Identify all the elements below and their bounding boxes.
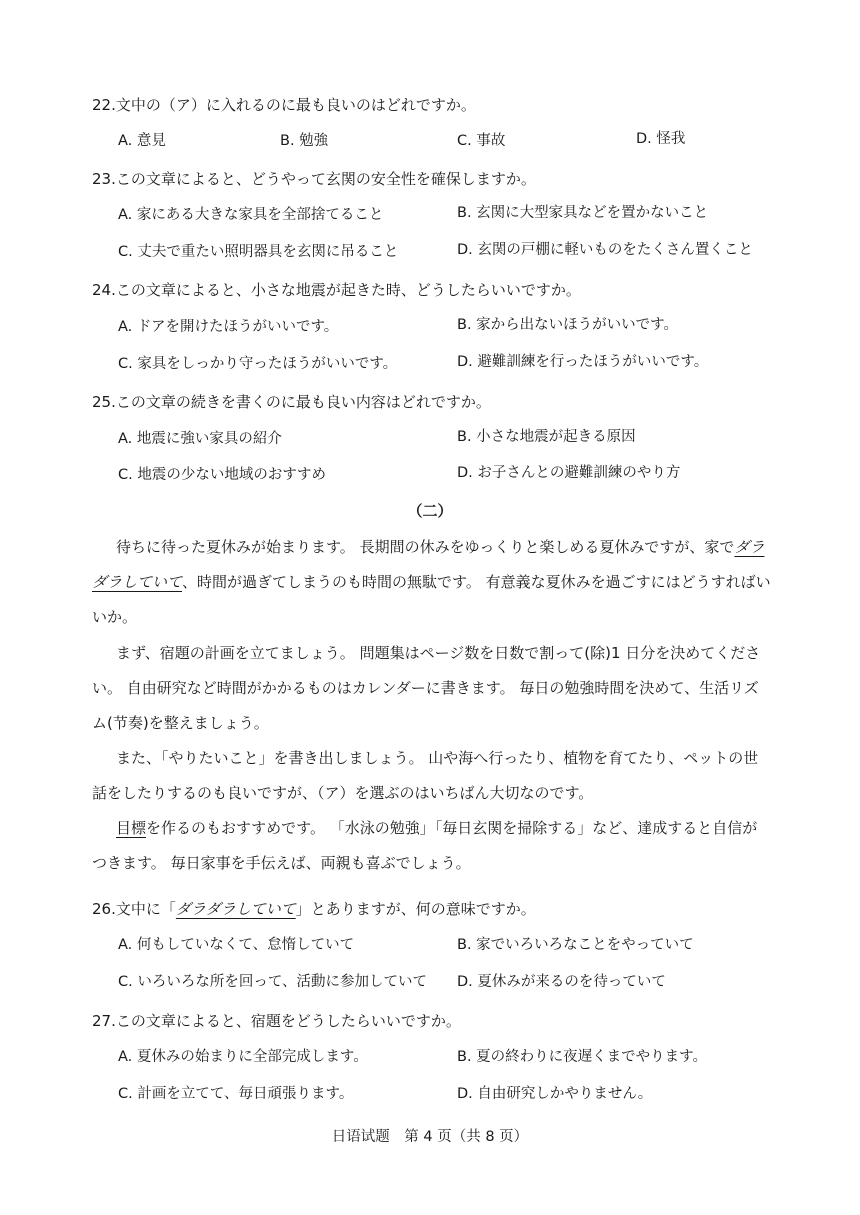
option-d: D. 夏休みが来るのを待っていて bbox=[457, 974, 666, 990]
option-d: D. 自由研究しかやりません。 bbox=[457, 1086, 653, 1102]
question-stem: この文章によると、宿題をどうしたらいいですか。 bbox=[115, 1012, 461, 1030]
question-number: 26. bbox=[92, 900, 116, 918]
option-c: C. 家具をしっかり守ったほうがいいです。 bbox=[118, 356, 398, 372]
option-c: C. 計画を立てて、毎日頑張ります。 bbox=[118, 1086, 354, 1102]
underlined-word: 目標 bbox=[116, 819, 147, 837]
question-number: 22. bbox=[92, 96, 116, 114]
passage-paragraph-3: また、「やりたいこと」を書き出しましょう。 山や海へ行ったり、植物を育てたり、ペットの世話をしたりするのも良いですが、（ア）を選ぶのはいちばん大切なのです。 bbox=[92, 749, 759, 802]
option-b: B. 夏の終わりに夜遅くまでやります。 bbox=[457, 1049, 708, 1065]
section-heading: （二） bbox=[407, 502, 453, 520]
option-a: A. ドアを開けたほうがいいです。 bbox=[118, 319, 339, 335]
option-a: A. 地震に強い家具の紹介 bbox=[118, 431, 282, 447]
passage-text: 、時間が過ぎてしまうのも時間の無駄です。 有意義な夏休みを過ごすにはどうすればいいか。 bbox=[92, 573, 771, 626]
underlined-phrase: ダラダラしていて bbox=[175, 900, 296, 918]
option-d: D. 玄関の戸棚に軽いものをたくさん置くこと bbox=[457, 242, 753, 258]
page-footer: 日语试题 第 4 页（共 8 页） bbox=[331, 1129, 529, 1145]
option-b: B. 家から出ないほうがいいです。 bbox=[457, 317, 679, 333]
option-b: B. 玄関に大型家具などを置かないこと bbox=[457, 205, 709, 221]
option-b: B. 家でいろいろなことをやっていて bbox=[457, 937, 694, 953]
passage-text: を作るのもおすすめです。 「水泳の勉強」「毎日玄関を掃除する」など、達成すると自信がつきます。 毎日家事を手伝えば、両親も喜ぶでしょう。 bbox=[92, 819, 758, 872]
option-b: B. 勉強 bbox=[280, 133, 329, 149]
option-c: C. いろいろな所を回って、活動に参加していて bbox=[118, 974, 428, 990]
underlined-phrase: ダラダラしていて bbox=[92, 538, 765, 591]
option-c: C. 地震の少ない地域のおすすめ bbox=[118, 467, 326, 483]
option-a: A. 家にある大きな家具を全部捨てること bbox=[118, 207, 384, 223]
passage-paragraph-2: まず、宿題の計画を立てましょう。 問題集はページ数を日数で割って(除)1 日分を決めてください。 自由研究など時間がかかるものはカレンダーに書きます。 毎日の勉強時間を決めて、生活リズム(节奏)を整えましょう。 bbox=[92, 644, 761, 732]
option-d: D. 怪我 bbox=[636, 131, 686, 147]
passage-paragraph-4 bbox=[92, 811, 772, 881]
option-b: B. 小さな地震が起きる原因 bbox=[457, 429, 636, 445]
option-a: A. 夏休みの始まりに全部完成します。 bbox=[118, 1049, 368, 1065]
passage-paragraph-1 bbox=[92, 530, 772, 635]
passage-text: 待ちに待った夏休みが始まります。 長期間の休みをゆっくりと楽しめる夏休みですが、家で bbox=[116, 538, 735, 556]
question-number: 27. bbox=[92, 1012, 116, 1030]
option-d: D. お子さんとの避難訓練のやり方 bbox=[457, 465, 681, 481]
question-24 bbox=[92, 279, 581, 301]
question-number: 24. bbox=[92, 281, 116, 299]
question-stem: この文章によると、どうやって玄関の安全性を確保しますか。 bbox=[115, 170, 536, 188]
question-stem: 文中の（ア）に入れるのに最も良いのはどれですか。 bbox=[115, 96, 476, 114]
option-a: A. 意見 bbox=[118, 133, 166, 149]
question-26 bbox=[92, 898, 536, 920]
question-stem: 」とありますが、何の意味ですか。 bbox=[295, 900, 536, 918]
option-a: A. 何もしていなくて、怠惰していて bbox=[118, 937, 355, 953]
question-stem: この文章によると、小さな地震が起きた時、どうしたらいいですか。 bbox=[115, 281, 581, 299]
option-c: C. 丈夫で重たい照明器具を玄関に吊ること bbox=[118, 244, 399, 260]
question-stem: この文章の続きを書くのに最も良い内容はどれですか。 bbox=[115, 393, 491, 411]
question-23 bbox=[92, 168, 536, 190]
question-number: 23. bbox=[92, 170, 116, 188]
question-stem: 文中に「 bbox=[115, 900, 176, 918]
question-22 bbox=[92, 94, 476, 116]
option-d: D. 避難訓練を行ったほうがいいです。 bbox=[457, 354, 709, 370]
question-27 bbox=[92, 1010, 461, 1032]
option-c: C. 事故 bbox=[457, 133, 506, 149]
question-25 bbox=[92, 391, 491, 413]
question-number: 25. bbox=[92, 393, 116, 411]
